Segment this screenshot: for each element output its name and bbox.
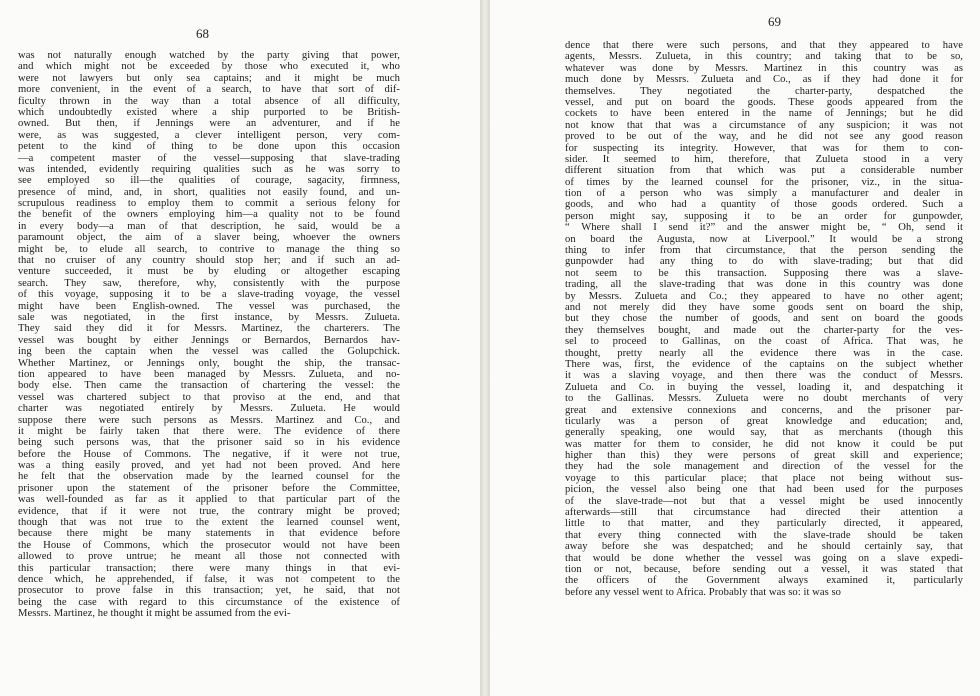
text-line: Zulueta and Co. in buying the vessel, loading it, and despatching it [565,381,963,393]
text-line: sider. It seemed to him, therefore, that Zulueta stood in a very [565,153,963,165]
text-line: —a competent master of the vessel—supposing that slave-trading [18,152,400,164]
text-line: before any vessel went to Africa. Probably that was so: it was so [565,586,841,598]
text-line: of this voyage, supposing it to be a slave-trading voyage, the vessel [18,289,400,301]
text-line: being the case with regard to this circumstance of the existence of [18,596,400,608]
text-line: venture succeeded, it must be by eluding or altogether escaping [18,266,400,278]
text-line: sale was negotiated, in the first instance, by Messrs. Zulueta. [18,311,400,323]
text-line: though that was not true to the extent the learned counsel went, [18,517,400,529]
text-line: this particular transaction; there were many things in that evi- [18,562,400,574]
text-line: tion of a person who was simply a manufacturer and dealer in [565,188,963,200]
text-line: was not naturally enough watched by the party giving that power, [18,50,400,61]
text-line: Whether Martinez, or Jennings only, bought the ship, the transac- [18,357,400,369]
text-line: vessel was bought by either Jennings or Bernardos, Bernardos hav- [18,334,400,346]
text-line: trading, all the slave-trading that was done in this country was done [565,279,963,291]
text-line: They said they did it for Messrs. Martinez, the charterers. The [18,323,400,335]
right-page-number: 69 [768,14,781,29]
left-page-body [18,50,400,620]
right-page [490,0,980,696]
text-line: Messrs. Martinez, he thought it might be assumed from the evi- [18,608,291,620]
text-line: presence of mind, and, in short, qualities not easily found, and un- [18,186,400,198]
text-line: proved to be out of the way, and he did not see any good reason [565,131,963,143]
text-line: of the slave-trade—not but that a vessel might be used innocently [565,495,963,507]
text-line: thing to infer from that circumstance, that the person sending the [565,245,963,257]
text-line: not know that that was a circumstance of any suspicion; it was not [565,119,963,131]
text-line: because there might be many statements in that evidence before [18,528,400,540]
text-line: was matter for them to consider, he did not know it could be put [565,438,963,450]
text-line: vessel was chartered subject to that proviso at the end, and that [18,391,400,403]
text-line: the benefit of the owners employing him—a quality not to be found [18,209,400,221]
text-line: tion appeared to have been managed by Messrs. Zulueta, and no- [18,368,400,380]
text-line: allowed to prove untrue; he meant all those not connected with [18,551,400,563]
text-line: themselves. They negotiated the charter-party, despatched the [565,85,963,97]
text-line: ticularly was a person of great knowledge and education; and, [565,415,963,427]
text-line: they themselves bought, and made out the charter-party for the ves- [565,324,963,336]
text-line: he felt that the observation made by the learned counsel for the [18,471,400,483]
text-line: was a thing easily proved, and yet had not been proved. And here [18,460,400,472]
text-line: tion or not, because, before sending out a vessel, it was stated that [565,563,963,575]
text-line: might have been English-owned. The vessel was purchased, the [18,300,400,312]
text-line: on board the Augusta, now at Liverpool.” It would be a strong [565,233,963,245]
text-line: the officers of the Government always examined it, particularly [565,575,963,587]
text-line: it might be fairly taken that there were. The evidence of there [18,425,400,437]
text-line: petent to the kind of thing to be done upon this occasion [18,141,400,153]
text-line: gunpowder had any thing to do with slave-trading; but that did [565,256,963,268]
text-line: might be, to elude all search, to contrive to manage the thing so [18,243,400,255]
text-line: charter was negotiated entirely by Messrs. Zulueta. He would [18,403,400,415]
text-line: cockets to have been entered in the name of Jennings; but he did [565,108,963,120]
text-line: were not lawyers but only sea captains; and it might be much [18,72,400,84]
text-line: great and extensive connexions and concerns, and the prisoner par- [565,404,963,416]
text-line: picion, the vessel also being one that had been used for the purposes [565,484,963,496]
text-line: goods, and who had a quantity of those goods ordered. Such a [565,199,963,211]
text-line: “ Where shall I send it?” and the answer might be, “ Oh, send it [565,222,963,234]
text-line: ficulty thrown in the way than a total absence of all difficulty, [18,95,400,107]
text-line: prosecutor to prove false in this transaction; yet, he said, that not [18,585,400,597]
text-line: afterwards—still that circumstance had directed their attention a [565,507,963,519]
text-line: scrupulous readiness to employ them to commit a serious felony for [18,198,400,210]
text-line: much done by Messrs. Zulueta and Co., as if they had done it for [565,74,963,86]
text-line: in every body—a man of that description, he said, would be a [18,220,400,232]
text-line: of times by the learned counsel for the prisoner, viz., in the situa- [565,176,963,188]
book-gutter [480,0,490,696]
text-line: evidence, that if it were not true, the contrary might be proved; [18,505,400,517]
text-line: dence that there were such persons, and that they appeared to have [565,40,963,51]
text-line: for suspecting its integrity. However, that was for them to con- [565,142,963,154]
text-line: that would be done whether the vessel was going on a slave expedi- [565,552,963,564]
text-line: which undoubtedly existed where a ship purported to be British- [18,106,400,118]
right-page-body [565,40,963,598]
text-line: person might say, supposing it to be an order for gunpowder, [565,210,963,222]
text-line: owned. But then, if Jennings were an adventurer, and if he [18,118,400,130]
text-line: dence which, he apprehended, if false, it was not competent to the [18,573,400,585]
text-line: see employed so ill—the qualities of courage, sagacity, firmness, [18,175,400,187]
text-line: body else. Then came the transaction of chartering the vessel: the [18,380,400,392]
text-line: vessel, and put on board the goods. These goods appeared from the [565,96,963,108]
text-line: before the House of Commons. The negative, if it were not true, [18,448,400,460]
text-line: different situation from that which was put a considerable number [565,165,963,177]
text-line: but they chose the number of goods, and sent on board the goods [565,313,963,325]
text-line: search. They saw, therefore, why, consistently with the purpose [18,277,400,289]
text-line: higher than this) they were persons of great skill and experience; [565,450,963,462]
text-line: they had the sole management and direction of the vessel for the [565,461,963,473]
text-line: paramount object, the aim of a slaver being, whoever the owners [18,232,400,244]
text-line: There was, first, the evidence of the captains on the subject whether [565,358,963,370]
text-line: ing been the captain when the vessel was called the Golupchick. [18,346,400,358]
text-line: suppose there were such persons as Messrs. Martinez and Co., and [18,414,400,426]
text-line: agents, Messrs. Zulueta, in this country; and taking that to be so, [565,51,963,63]
text-line: thought, pretty nearly all the evidence there was in the case. [565,347,963,359]
text-line: more convenient, in the event of a search, to have that sort of dif- [18,84,400,96]
text-line: and not merely did they have some goods sent on board the ship, [565,301,963,313]
left-page [0,0,480,696]
text-line: to the Gallinas. Messrs. Zulueta were no doubt merchants of very [565,393,963,405]
text-line: being such persons was, that the prisoner said so in his evidence [18,437,400,449]
text-line: voyage to this particular place; that place not being without sus- [565,472,963,484]
text-line: was intended, evidently requiring qualities such as he was sorry to [18,163,400,175]
text-line: by Messrs. Zulueta and Co.; they appeared to have no other agent; [565,290,963,302]
text-line: that no cruiser of any country should stop her; and if such an ad- [18,255,400,267]
text-line: were, as was suggested, a clever intelligent person, very com- [18,129,400,141]
text-line: that every thing connected with the slave-trade should be taken [565,529,963,541]
text-line: little to that matter, and they particularly directed, it appeared, [565,518,963,530]
text-line: was well-founded as far as it applied to that particular part of the [18,494,400,506]
text-line: sel to proceed to Gallinas, on the coast of Africa. That was, he [565,336,963,348]
text-line: away before she was despatched; and he should certainly say, that [565,541,963,553]
text-line: not seem to be this transaction. Supposing there was a slave- [565,267,963,279]
text-line: the House of Commons, which the prosecutor would not have been [18,539,400,551]
text-line: prisoner upon the statement of the prisoner before the Committee, [18,482,400,494]
text-line: generally speaking, one would say, that as merchants (though this [565,427,963,439]
left-page-number: 68 [196,26,209,41]
text-line: and which might not be exceeded by those who executed it, who [18,61,400,73]
text-line: whatever was done by Messrs. Martinez in this country was as [565,62,963,74]
text-line: it was a slaving voyage, and then there was the conduct of Messrs. [565,370,963,382]
